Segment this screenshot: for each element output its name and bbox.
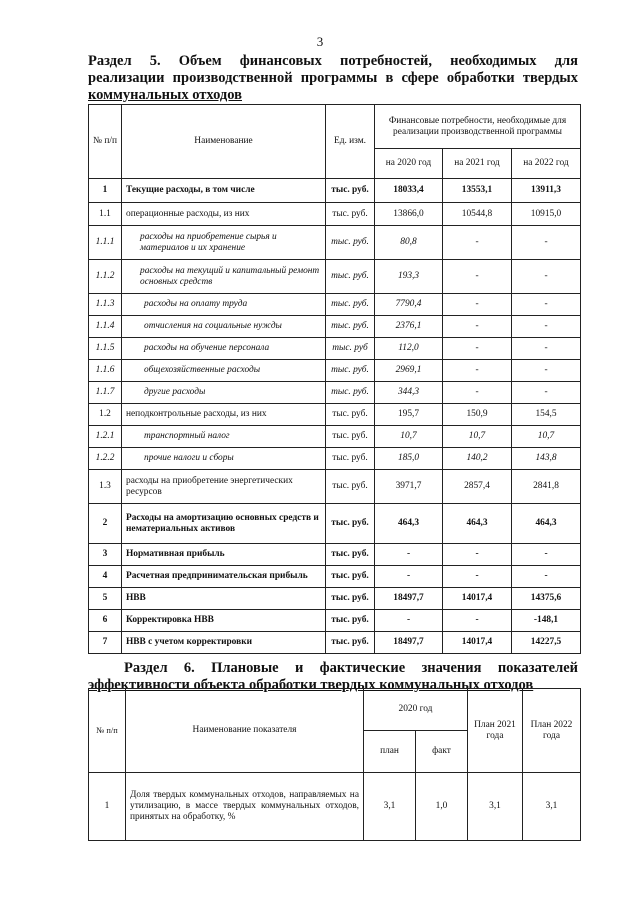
- row-2022: 154,5: [512, 404, 581, 426]
- row-num: 2: [89, 504, 122, 544]
- table-row: [89, 260, 581, 294]
- row-name: общехозяйственные расходы: [122, 360, 326, 382]
- row-2021: -: [443, 294, 512, 316]
- table-row: [89, 632, 581, 654]
- row-name: расходы на обучение персонала: [122, 338, 326, 360]
- row-2022: 464,3: [512, 504, 581, 544]
- row-2022: -: [512, 382, 581, 404]
- row-unit: тыс. руб.: [326, 316, 375, 338]
- row-2022: 13911,3: [512, 179, 581, 203]
- row-2020: -: [375, 544, 443, 566]
- row-unit: тыс. руб.: [326, 610, 375, 632]
- row-2021: -: [443, 566, 512, 588]
- table-row: [89, 426, 581, 448]
- row-num: 5: [89, 588, 122, 610]
- row-2021: -: [443, 226, 512, 260]
- row-2020: -: [375, 610, 443, 632]
- row-2022: -: [512, 566, 581, 588]
- col-header-fact: факт: [416, 731, 468, 773]
- table-row: [89, 773, 581, 841]
- row-unit: тыс. руб.: [326, 632, 375, 654]
- row-2020: 18497,7: [375, 588, 443, 610]
- col-header-name: Наименование: [122, 105, 326, 179]
- row-2022: -: [512, 338, 581, 360]
- row-name: неподконтрольные расходы, из них: [122, 404, 326, 426]
- col-header-plan-2022: План 2022 года: [523, 689, 581, 773]
- row-num: 1.2: [89, 404, 122, 426]
- row-unit: тыс. руб.: [326, 426, 375, 448]
- section5-heading: [88, 53, 578, 104]
- table-row: [89, 504, 581, 544]
- row-num: 1.2.1: [89, 426, 122, 448]
- row-2020: 112,0: [375, 338, 443, 360]
- row-2020: 18033,4: [375, 179, 443, 203]
- efficiency-indicators-table: [88, 688, 581, 841]
- row-2020: 193,3: [375, 260, 443, 294]
- row-2021: 10,7: [443, 426, 512, 448]
- row-name: операционные расходы, из них: [122, 203, 326, 226]
- section5-title-line2: реализации производственной программы в сфере обработки твердых: [88, 70, 578, 86]
- table-row: [89, 294, 581, 316]
- row-name: Расчетная предпринимательская прибыль: [122, 566, 326, 588]
- page-number: 3: [316, 34, 324, 49]
- row-unit: тыс. руб.: [326, 404, 375, 426]
- row-plan-2022: 3,1: [523, 773, 581, 841]
- row-2022: -: [512, 226, 581, 260]
- row-num: 1.1.4: [89, 316, 122, 338]
- row-2020: 195,7: [375, 404, 443, 426]
- table-row: [89, 566, 581, 588]
- row-num: 1.1.2: [89, 260, 122, 294]
- row-name: Расходы на амортизацию основных средств и нематериальных активов: [122, 504, 326, 544]
- row-2021: -: [443, 338, 512, 360]
- table-row: [89, 316, 581, 338]
- row-num: 7: [89, 632, 122, 654]
- row-num: 1.2.2: [89, 448, 122, 470]
- row-unit: тыс. руб.: [326, 179, 375, 203]
- row-2021: -: [443, 382, 512, 404]
- row-2021: -: [443, 544, 512, 566]
- row-2021: 140,2: [443, 448, 512, 470]
- row-name: отчисления на социальные нужды: [122, 316, 326, 338]
- row-2021: 10544,8: [443, 203, 512, 226]
- row-num: 1: [89, 773, 126, 841]
- row-2022: -: [512, 260, 581, 294]
- row-name: Нормативная прибыль: [122, 544, 326, 566]
- row-2021: 150,9: [443, 404, 512, 426]
- table-row: [89, 448, 581, 470]
- table-row: [89, 203, 581, 226]
- table-row: [89, 338, 581, 360]
- row-unit: тыс. руб: [326, 338, 375, 360]
- col-header-2020: 2020 год: [364, 689, 468, 731]
- row-2022: 143,8: [512, 448, 581, 470]
- table-row: [89, 470, 581, 504]
- row-name: расходы на оплату труда: [122, 294, 326, 316]
- col-header-name: Наименование показателя: [126, 689, 364, 773]
- row-2022: 14227,5: [512, 632, 581, 654]
- row-2022: -: [512, 544, 581, 566]
- row-2020: -: [375, 566, 443, 588]
- row-plan: 3,1: [364, 773, 416, 841]
- row-unit: тыс. руб.: [326, 294, 375, 316]
- row-2022: -: [512, 294, 581, 316]
- row-unit: тыс. руб.: [326, 360, 375, 382]
- table-row: [89, 404, 581, 426]
- section5-title-line3: коммунальных отходов: [88, 87, 242, 103]
- table-row: [89, 179, 581, 203]
- row-name: Корректировка НВВ: [122, 610, 326, 632]
- row-name: другие расходы: [122, 382, 326, 404]
- row-2021: 13553,1: [443, 179, 512, 203]
- row-2020: 2969,1: [375, 360, 443, 382]
- col-header-2022: на 2022 год: [512, 149, 581, 179]
- col-header-group: Финансовые потребности, необходимые для реализации производственной программы: [375, 105, 581, 149]
- row-2020: 13866,0: [375, 203, 443, 226]
- row-2022: -: [512, 316, 581, 338]
- row-num: 4: [89, 566, 122, 588]
- row-2020: 10,7: [375, 426, 443, 448]
- row-unit: тыс. руб.: [326, 504, 375, 544]
- row-2022: 10,7: [512, 426, 581, 448]
- row-2021: 2857,4: [443, 470, 512, 504]
- row-num: 1: [89, 179, 122, 203]
- col-header-plan: план: [364, 731, 416, 773]
- col-header-2020: на 2020 год: [375, 149, 443, 179]
- row-num: 1.1: [89, 203, 122, 226]
- row-unit: тыс. руб.: [326, 226, 375, 260]
- col-header-2021: на 2021 год: [443, 149, 512, 179]
- row-name: расходы на приобретение сырья и материалов и их хранение: [122, 226, 326, 260]
- row-2021: -: [443, 360, 512, 382]
- row-2021: -: [443, 260, 512, 294]
- col-header-num: № п/п: [89, 105, 122, 179]
- row-2021: 14017,4: [443, 588, 512, 610]
- section6-title-line2: эффективности объекта обработки твердых коммунальных отходов: [88, 677, 534, 693]
- row-num: 1.1.7: [89, 382, 122, 404]
- table-row: [89, 382, 581, 404]
- row-num: 1.3: [89, 470, 122, 504]
- section6-title-line1: Раздел 6. Плановые и фактические значения показателей: [124, 660, 578, 676]
- row-name: транспортный налог: [122, 426, 326, 448]
- row-2022: 10915,0: [512, 203, 581, 226]
- row-fact: 1,0: [416, 773, 468, 841]
- row-unit: тыс. руб.: [326, 203, 375, 226]
- row-name: Текущие расходы, в том числе: [122, 179, 326, 203]
- row-name: прочие налоги и сборы: [122, 448, 326, 470]
- row-2020: 185,0: [375, 448, 443, 470]
- row-name: расходы на приобретение энергетических ресурсов: [122, 470, 326, 504]
- row-num: 6: [89, 610, 122, 632]
- row-unit: тыс. руб.: [326, 382, 375, 404]
- row-2020: 18497,7: [375, 632, 443, 654]
- row-plan-2021: 3,1: [468, 773, 523, 841]
- row-2021: 464,3: [443, 504, 512, 544]
- row-unit: тыс. руб.: [326, 470, 375, 504]
- table-row: [89, 610, 581, 632]
- row-name: Доля твердых коммунальных отходов, направляемых на утилизацию, в массе твердых коммунальных отходов, принятых на обработку, %: [126, 773, 364, 841]
- row-unit: тыс. руб.: [326, 588, 375, 610]
- col-header-num: № п/п: [89, 689, 126, 773]
- row-2022: -148,1: [512, 610, 581, 632]
- table-row: [89, 544, 581, 566]
- row-2022: 2841,8: [512, 470, 581, 504]
- row-name: расходы на текущий и капитальный ремонт основных средств: [122, 260, 326, 294]
- row-2020: 80,8: [375, 226, 443, 260]
- row-2020: 3971,7: [375, 470, 443, 504]
- row-2020: 7790,4: [375, 294, 443, 316]
- financial-needs-table: [88, 104, 581, 654]
- row-name: НВВ с учетом корректировки: [122, 632, 326, 654]
- table-row: [89, 588, 581, 610]
- col-header-plan-2021: План 2021 года: [468, 689, 523, 773]
- row-2020: 464,3: [375, 504, 443, 544]
- row-2021: -: [443, 316, 512, 338]
- row-2022: -: [512, 360, 581, 382]
- row-num: 1.1.6: [89, 360, 122, 382]
- row-2020: 2376,1: [375, 316, 443, 338]
- row-num: 1.1.5: [89, 338, 122, 360]
- row-2021: -: [443, 610, 512, 632]
- row-2022: 14375,6: [512, 588, 581, 610]
- row-num: 3: [89, 544, 122, 566]
- row-unit: тыс. руб.: [326, 566, 375, 588]
- col-header-unit: Ед. изм.: [326, 105, 375, 179]
- row-unit: тыс. руб.: [326, 260, 375, 294]
- row-unit: тыс. руб.: [326, 448, 375, 470]
- row-unit: тыс. руб.: [326, 544, 375, 566]
- row-num: 1.1.3: [89, 294, 122, 316]
- table-row: [89, 360, 581, 382]
- table-row: [89, 226, 581, 260]
- row-num: 1.1.1: [89, 226, 122, 260]
- section5-title-line1: Раздел 5. Объем финансовых потребностей, необходимых для: [88, 53, 578, 69]
- row-2021: 14017,4: [443, 632, 512, 654]
- row-name: НВВ: [122, 588, 326, 610]
- row-2020: 344,3: [375, 382, 443, 404]
